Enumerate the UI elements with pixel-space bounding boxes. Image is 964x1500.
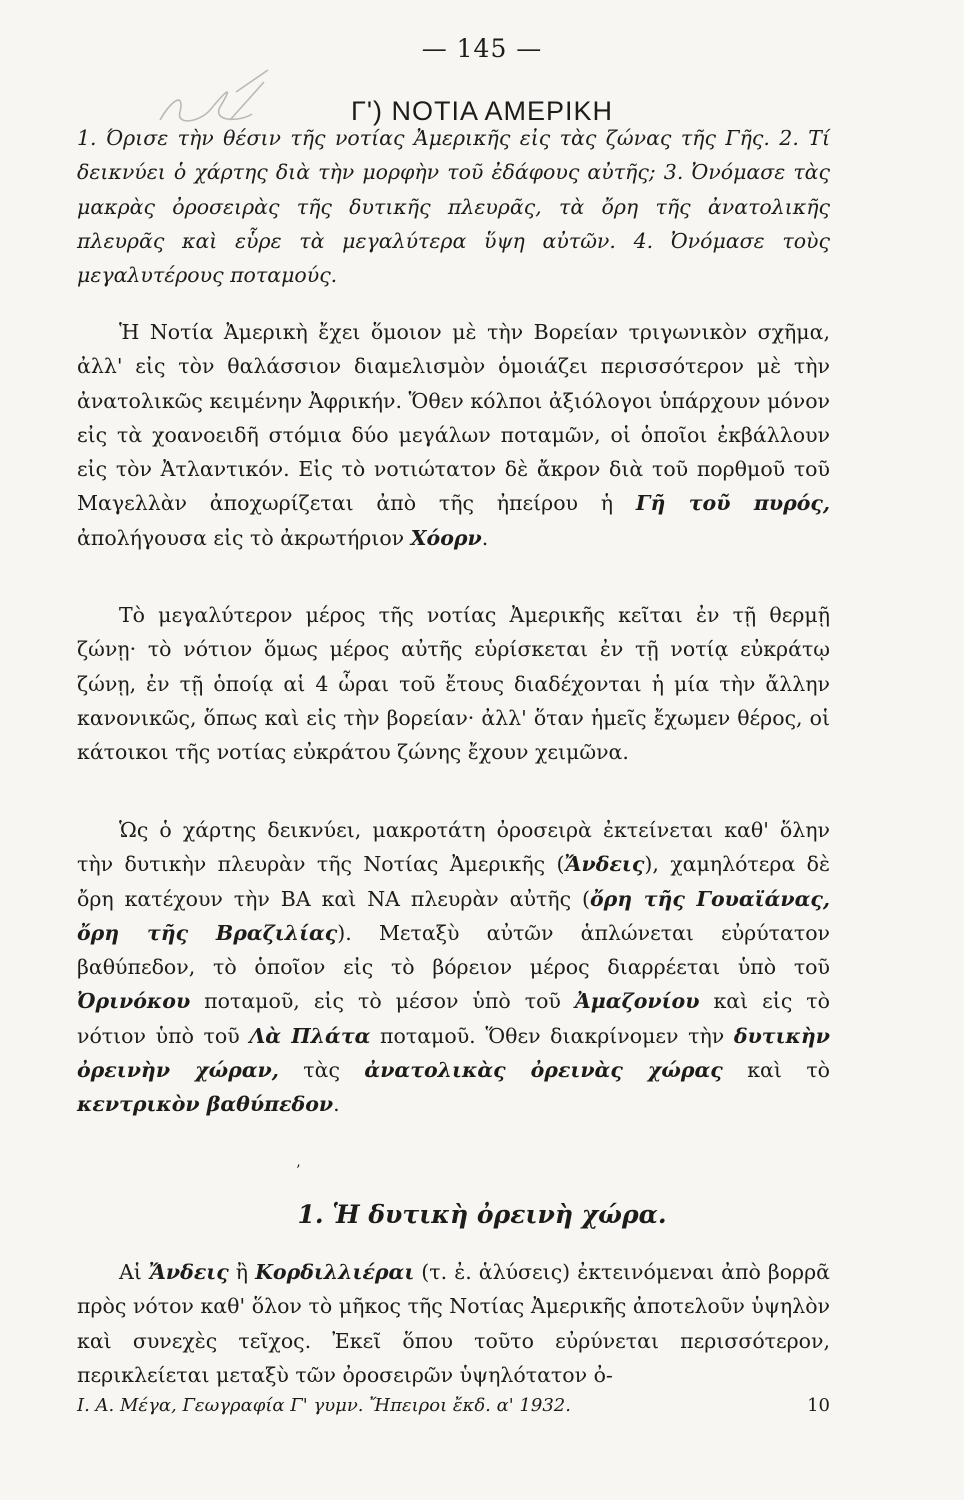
para3-term-highlands: ὄρη τῆς Γουαϊάνας, ὄρη τῆς Βραζιλίας	[77, 886, 830, 945]
paragraph-relief	[77, 813, 830, 1122]
para3-term-western-highlands: δυτικὴν ὀρεινὴν χώραν,	[77, 1023, 830, 1083]
para3-text-5: καὶ εἰς τὸ νότιον ὑπὸ τοῦ	[77, 989, 830, 1048]
para3-term-orinoco: Ὀρινόκου	[77, 989, 191, 1014]
para3-term-eastern-highlands: ἀνατολικὰς ὀρεινὰς χώρας	[364, 1058, 723, 1083]
para3-term-amazon: Ἀμαζονίου	[574, 989, 700, 1014]
para4-term-andes: Ἄνδεις	[148, 1260, 229, 1284]
para1-text-1: Ἡ Νοτία Ἀμερικὴ ἔχει ὅμοιον μὲ τὴν Βορείαν τριγωνικὸν σχῆμα, ἀλλ' εἰς τὸν θαλάσσιον διαμελισμὸν ὁμοιάζει περισσότερον μὲ τὴν ἀνατολικῶς κειμένην Ἀφρικήν. Ὅθεν κόλποι ἀξιόλογοι ὑπάρχουν μόνον εἰς τὰ χοανοειδῆ στόμια δύο μεγάλων ποταμῶν, οἱ ὁποῖοι ἐκβάλλουν εἰς τὸν Ἀτλαντικόν. Εἰς τὸ νοτιώτατον δὲ ἄκρον διὰ τοῦ πορθμοῦ τοῦ Μαγελλὰν ἀποχωρίζεται ἀπὸ τῆς ἠπείρου ἡ	[77, 320, 830, 516]
para3-term-central-lowland: κεντρικὸν βαθύπεδον	[77, 1092, 334, 1117]
para4-text-2: ἢ	[228, 1260, 256, 1284]
page-footer	[77, 1395, 830, 1416]
questions-text: 1. Όρισε τὴν θέσιν τῆς νοτίας Ἀμερικῆς εἰς τὰς ζώνας τῆς Γῆς. 2. Τί δεικνύει ὁ χάρτης διὰ τὴν μορφὴν τοῦ ἐδάφους αὐτῆς; 3. Ὀνόμασε τὰς μακρὰς ὀροσειρὰς τῆς δυτικῆς πλευρᾶς, τὰ ὄρη τῆς ἀνατολικῆς πλευρᾶς καὶ εὗρε τὰ μεγαλύτερα ὕψη αὐτῶν. 4. Ὀνόμασε τοὺς μεγαλυτέρους ποταμούς.	[77, 126, 830, 288]
para3-text-9: .	[333, 1092, 340, 1117]
para3-text-2: ), χαμηλότερα δὲ ὄρη κατέχουν τὴν ΒΑ καὶ ΝΑ πλευρὰν αὐτῆς (	[77, 852, 831, 911]
para3-term-la-plata: Λὰ Πλάτα	[249, 1023, 371, 1048]
para1-text-2: ἀπολήγουσα εἰς τὸ ἀκρωτήριον	[77, 525, 411, 550]
para4-text-3: (τ. ἐ. ἁλύσεις) ἐκτεινόμεναι ἀπὸ βορρᾶ πρὸς νότον καθ' ὅλον τὸ μῆκος τῆς Νοτίας Ἀμερικῆς ἀποτελοῦν ὑψηλὸν καὶ συνεχὲς τεῖχος. Ἐκεῖ ὅπου τοῦτο εὐρύνεται περισσότερον, περικλείεται μεταξὺ τῶν ὀροσειρῶν ὑψηλότατον ὀ-	[77, 1260, 831, 1387]
para4-term-cordilleras: Κορδιλλιέραι	[255, 1260, 415, 1284]
paragraph-climate	[77, 598, 830, 769]
para3-text-8: καὶ τὸ	[722, 1058, 831, 1083]
para1-term-cape-horn: Χόορν	[410, 525, 482, 550]
footer-signature: 10	[807, 1395, 830, 1416]
para3-text-1: Ὡς ὁ χάρτης δεικνύει, μακροτάτη ὀροσειρὰ ἐκτείνεται καθ' ὅλην τὴν δυτικὴν πλευρὰν τῆς Νοτίας Ἀμερικῆς (	[77, 818, 830, 877]
paragraph-andes	[77, 1255, 830, 1392]
stray-mark: ’	[296, 1163, 301, 1179]
para3-text-3: ). Μεταξὺ αὐτῶν ἁπλώνεται εὐρύτατον βαθύπεδον, τὸ ὁποῖον εἰς τὸ βόρειον μέρος διαρρέεται ὑπὸ τοῦ	[77, 920, 831, 980]
footer-citation: Ι. Α. Μέγα, Γεωγραφία Γ' γυμν. Ἤπειροι ἔκδ. α' 1932.	[77, 1395, 571, 1416]
section-title: 1. Ἡ δυτικὴ ὀρεινὴ χώρα.	[297, 1200, 667, 1229]
chapter-title: Γ') ΝΟΤΙΑ ΑΜΕΡΙΚΗ	[350, 96, 614, 126]
page-number: — 145 —	[421, 34, 543, 63]
para3-text-4: ποταμοῦ, εἰς τὸ μέσον ὑπὸ τοῦ	[190, 989, 575, 1014]
para4-text-1: Αἱ	[119, 1260, 149, 1284]
para3-term-andes: Ἄνδεις	[564, 852, 645, 877]
para1-text-3: .	[481, 525, 489, 550]
para3-text-7: τὰς	[278, 1058, 365, 1083]
paragraph-shape	[77, 315, 830, 555]
para1-term-tierra-del-fuego: Γῆ τοῦ πυρός,	[635, 491, 831, 516]
review-questions	[77, 121, 830, 292]
para2-text: Τὸ μεγαλύτερον μέρος τῆς νοτίας Ἀμερικῆς κεῖται ἐν τῇ θερμῇ ζώνῃ· τὸ νότιον ὅμως μέρος αὐτῆς εὑρίσκεται ἐν τῇ νοτίᾳ εὐκράτῳ ζώνῃ, ἐν τῇ ὁποίᾳ αἱ 4 ὧραι τοῦ ἔτους διαδέχονται ἡ μία τὴν ἄλλην κανονικῶς, ὅπως καὶ εἰς τὴν βορείαν· ἀλλ' ὅταν ἡμεῖς ἔχωμεν θέρος, οἱ κάτοικοι τῆς νοτίας εὐκράτου ζώνης ἔχουν χειμῶνα.	[77, 603, 830, 765]
para3-text-6: ποταμοῦ. Ὅθεν διακρίνομεν τὴν	[370, 1023, 734, 1048]
